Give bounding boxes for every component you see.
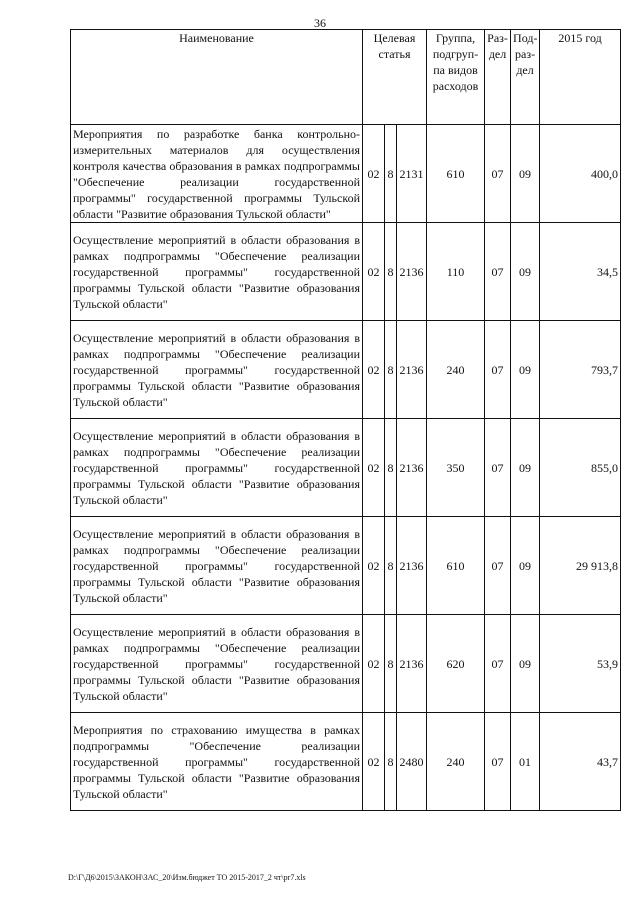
row-section: 07 bbox=[485, 419, 511, 517]
row-subsection: 01 bbox=[511, 713, 540, 811]
row-group: 240 bbox=[427, 321, 485, 419]
row-name: Осуществление мероприятий в области образования в рамках подпрограммы "Обеспечение реализации государственной программы" государственной программы Тульской области "Развитие образования Тульской области" bbox=[71, 321, 363, 419]
row-group: 610 bbox=[427, 517, 485, 615]
header-section: Раз-дел bbox=[485, 30, 511, 125]
row-name: Осуществление мероприятий в области образования в рамках подпрограммы "Обеспечение реализации государственной программы" государственной программы Тульской области "Развитие образования Тульской области" bbox=[71, 419, 363, 517]
row-code1: 02 bbox=[363, 321, 385, 419]
header-expense-group: Группа, подгруп-па видов расходов bbox=[427, 30, 485, 125]
row-code2: 8 bbox=[385, 517, 397, 615]
table-row bbox=[71, 713, 621, 811]
row-code1: 02 bbox=[363, 419, 385, 517]
budget-table bbox=[70, 29, 621, 811]
row-code2: 8 bbox=[385, 125, 397, 223]
row-group: 620 bbox=[427, 615, 485, 713]
row-amount: 43,7 bbox=[540, 713, 621, 811]
row-code3: 2136 bbox=[397, 321, 427, 419]
file-path-footer: D:\Г\Д6\2015\ЗАКОН\ЗАС_20\Изм.бюджет ТО 2015-2017_2 чт\pr7.xls bbox=[68, 873, 306, 882]
row-subsection: 09 bbox=[511, 223, 540, 321]
row-code1: 02 bbox=[363, 615, 385, 713]
table-row bbox=[71, 321, 621, 419]
row-section: 07 bbox=[485, 517, 511, 615]
row-amount: 793,7 bbox=[540, 321, 621, 419]
row-section: 07 bbox=[485, 321, 511, 419]
row-section: 07 bbox=[485, 223, 511, 321]
row-subsection: 09 bbox=[511, 125, 540, 223]
header-year: 2015 год bbox=[540, 30, 621, 125]
row-code2: 8 bbox=[385, 223, 397, 321]
table-row bbox=[71, 125, 621, 223]
table-row bbox=[71, 615, 621, 713]
row-subsection: 09 bbox=[511, 321, 540, 419]
table-row bbox=[71, 223, 621, 321]
row-group: 240 bbox=[427, 713, 485, 811]
row-code1: 02 bbox=[363, 223, 385, 321]
row-name: Осуществление мероприятий в области образования в рамках подпрограммы "Обеспечение реализации государственной программы" государственной программы Тульской области "Развитие образования Тульской области" bbox=[71, 517, 363, 615]
row-code2: 8 bbox=[385, 419, 397, 517]
row-group: 350 bbox=[427, 419, 485, 517]
row-amount: 34,5 bbox=[540, 223, 621, 321]
row-amount: 53,9 bbox=[540, 615, 621, 713]
row-code3: 2131 bbox=[397, 125, 427, 223]
header-row bbox=[71, 30, 621, 125]
header-target-article: Целевая статья bbox=[363, 30, 427, 125]
row-code1: 02 bbox=[363, 517, 385, 615]
row-code3: 2480 bbox=[397, 713, 427, 811]
row-name: Мероприятия по разработке банка контрольно-измерительных материалов для осуществления контроля качества образования в рамках подпрограммы "Обеспечение реализации государственной программы" государственной программы Тульской области "Развитие образования Тульской области" bbox=[71, 125, 363, 223]
row-code2: 8 bbox=[385, 321, 397, 419]
row-name: Осуществление мероприятий в области образования в рамках подпрограммы "Обеспечение реализации государственной программы" государственной программы Тульской области "Развитие образования Тульской области" bbox=[71, 615, 363, 713]
table-row bbox=[71, 517, 621, 615]
page-number: 36 bbox=[314, 16, 326, 30]
row-subsection: 09 bbox=[511, 517, 540, 615]
table-row bbox=[71, 419, 621, 517]
row-section: 07 bbox=[485, 125, 511, 223]
row-code1: 02 bbox=[363, 713, 385, 811]
row-subsection: 09 bbox=[511, 419, 540, 517]
row-code3: 2136 bbox=[397, 517, 427, 615]
row-code2: 8 bbox=[385, 615, 397, 713]
row-section: 07 bbox=[485, 615, 511, 713]
row-subsection: 09 bbox=[511, 615, 540, 713]
row-code3: 2136 bbox=[397, 419, 427, 517]
row-amount: 855,0 bbox=[540, 419, 621, 517]
row-group: 110 bbox=[427, 223, 485, 321]
header-name: Наименование bbox=[71, 30, 363, 125]
row-code3: 2136 bbox=[397, 223, 427, 321]
row-section: 07 bbox=[485, 713, 511, 811]
row-amount: 29 913,8 bbox=[540, 517, 621, 615]
header-subsection: Под-раз-дел bbox=[511, 30, 540, 125]
row-amount: 400,0 bbox=[540, 125, 621, 223]
row-group: 610 bbox=[427, 125, 485, 223]
row-name: Мероприятия по страхованию имущества в рамках подпрограммы "Обеспечение реализации государственной программы" государственной программы Тульской области "Развитие образования Тульской области" bbox=[71, 713, 363, 811]
row-code3: 2136 bbox=[397, 615, 427, 713]
row-name: Осуществление мероприятий в области образования в рамках подпрограммы "Обеспечение реализации государственной программы" государственной программы Тульской области "Развитие образования Тульской области" bbox=[71, 223, 363, 321]
row-code1: 02 bbox=[363, 125, 385, 223]
row-code2: 8 bbox=[385, 713, 397, 811]
